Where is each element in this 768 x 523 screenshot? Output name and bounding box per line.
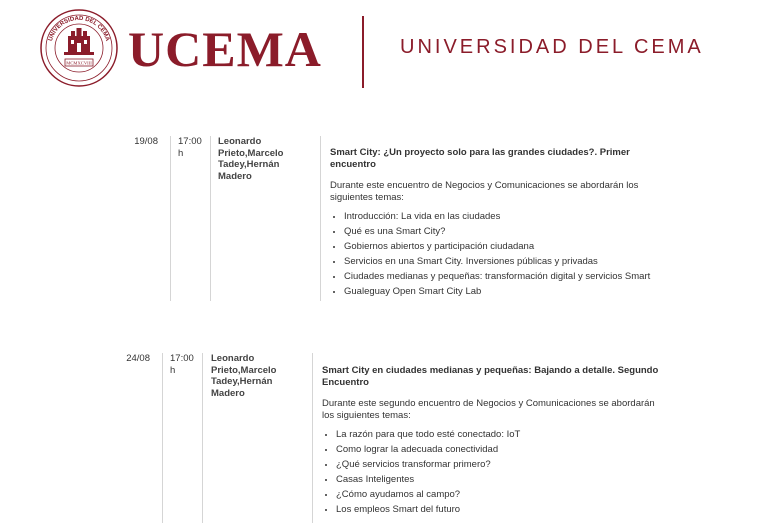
event-row <box>0 353 768 523</box>
topic-list <box>322 429 662 516</box>
topic-item: • Casas Inteligentes <box>336 474 662 486</box>
column-divider <box>162 353 163 523</box>
event-date: 24/08 <box>126 353 150 364</box>
header-divider <box>362 16 364 88</box>
event-title: Smart City en ciudades medianas y pequeñas: Bajando a detalle. Segundo Encuentro <box>322 365 659 388</box>
topic-item: • Ciudades medianas y pequeñas: transformación digital y servicios Smart <box>344 271 660 283</box>
event-speakers: Leonardo Prieto,Marcelo Tadey,Hernán Madero <box>211 353 277 399</box>
seal-year: MCMXCVIII <box>66 60 92 66</box>
university-seal <box>40 9 118 87</box>
topic-item: • La razón para que todo esté conectado: IoT <box>336 429 662 441</box>
event-content <box>322 365 662 519</box>
event-time: 17:00 h <box>170 353 194 376</box>
event-time: 17:00 h <box>178 136 202 159</box>
event-description: Durante este segundo encuentro de Negocios y Comunicaciones se abordarán los siguientes temas: <box>322 398 655 421</box>
event-date: 19/08 <box>134 136 158 147</box>
event-description: Durante este encuentro de Negocios y Comunicaciones se abordarán los siguientes temas: <box>330 180 639 203</box>
topic-item: • Gualeguay Open Smart City Lab <box>344 286 660 298</box>
column-divider <box>170 136 171 301</box>
column-divider <box>202 353 203 523</box>
topic-item: • ¿Qué servicios transformar primero? <box>336 459 662 471</box>
university-name: UNIVERSIDAD DEL CEMA <box>400 36 704 58</box>
topic-item: • Introducción: La vida en las ciudades <box>344 211 660 223</box>
column-divider <box>210 136 211 301</box>
event-content <box>330 147 660 301</box>
seal-ring-text: UNIVERSIDAD DEL CEMA <box>47 15 111 42</box>
logo-wordmark: UCEMA <box>128 21 322 77</box>
event-speakers: Leonardo Prieto,Marcelo Tadey,Hernán Madero <box>218 136 284 182</box>
topic-item: • Gobiernos abiertos y participación ciudadana <box>344 241 660 253</box>
column-divider <box>312 353 313 523</box>
event-title: Smart City: ¿Un proyecto solo para las grandes ciudades?. Primer encuentro <box>330 147 630 170</box>
topic-item: • Los empleos Smart del futuro <box>336 504 662 516</box>
event-row <box>0 136 768 301</box>
topic-item: • Servicios en una Smart City. Inversiones públicas y privadas <box>344 256 660 268</box>
header <box>0 0 768 100</box>
topic-item: • Como lograr la adecuada conectividad <box>336 444 662 456</box>
topic-item: • Qué es una Smart City? <box>344 226 660 238</box>
topic-list <box>330 211 660 298</box>
topic-item: • ¿Cómo ayudamos al campo? <box>336 489 662 501</box>
column-divider <box>320 136 321 301</box>
